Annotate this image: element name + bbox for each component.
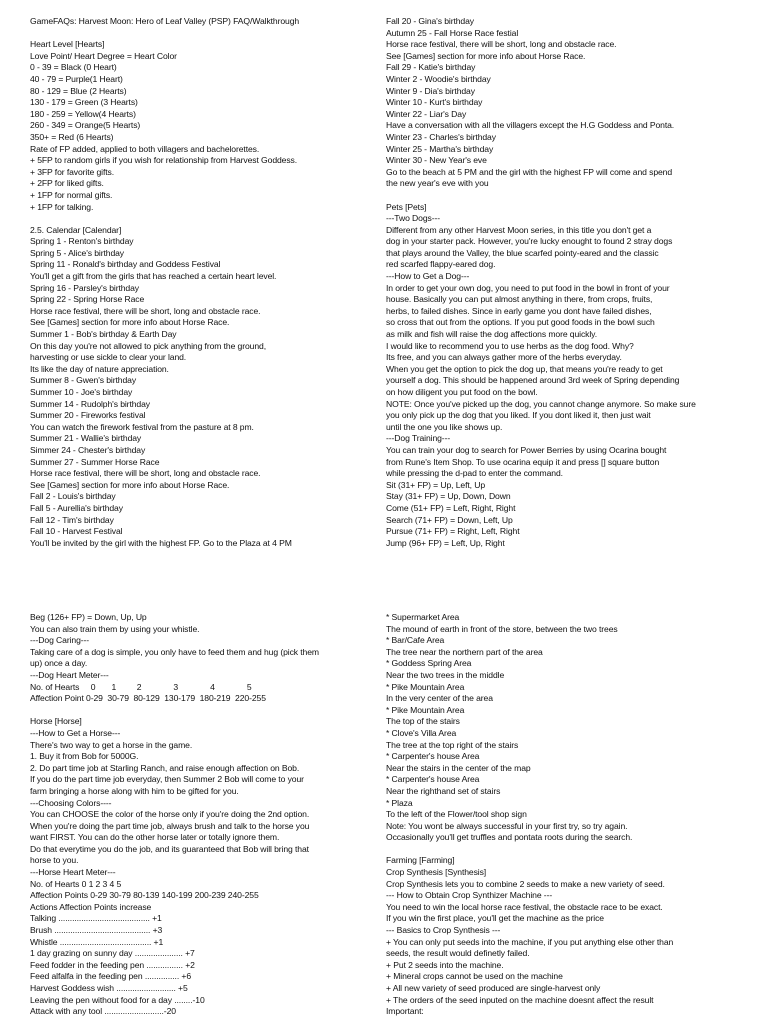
text-line: so cross that out from the options. If you put good foods in the bowl such (386, 317, 655, 328)
text-line: that plays around the Valley, the blue scarfed pointy-eared and the classic (386, 247, 659, 258)
text-line: from Rune's Item Shop. To use ocarina equip it and press [] square button (386, 456, 660, 467)
text-line: Affection Points 0-29 30-79 80-139 140-199 200-239 240-255 (30, 890, 259, 901)
text-line: * Clove's Villa Area (386, 727, 457, 738)
text-line: In order to get your own dog, you need to put food in the bowl in front of your (386, 282, 670, 293)
text-line: * Carpenter's house Area (386, 774, 480, 785)
text-line: GameFAQs: Harvest Moon: Hero of Leaf Valley (PSP) FAQ/Walkthrough (30, 16, 300, 26)
text-line: + Put 2 seeds into the machine. (386, 959, 504, 970)
page-2-left-column (30, 612, 400, 1018)
text-line: * Supermarket Area (386, 612, 460, 622)
text-line: ---Choosing Colors---- (30, 797, 112, 808)
text-line: + 1FP for talking. (30, 201, 94, 212)
text-line: When you get the option to pick the dog up, that means you're ready to get (386, 363, 663, 374)
text-line: * Pike Mountain Area (386, 681, 465, 692)
text-line: Spring 5 - Alice's birthday (30, 247, 124, 258)
text-line: ---Dog Caring--- (30, 635, 90, 646)
text-line: --- How to Obtain Crop Synthizer Machine --- (386, 890, 553, 901)
text-line: Winter 25 - Martha's birthday (386, 143, 494, 154)
text-line: Crop Synthesis [Synthesis] (386, 867, 487, 878)
text-line: Actions Affection Points increase (30, 901, 152, 912)
blank-line (386, 844, 756, 856)
text-line: Winter 2 - Woodie's birthday (386, 73, 491, 84)
text-line: Whistle ........................................ +1 (30, 936, 164, 947)
text-line: want FIRST. You can do the other horse later or totally ignore them. (30, 832, 280, 843)
text-line: Beg (126+ FP) = Down, Up, Up (30, 612, 147, 622)
text-line: You can CHOOSE the color of the horse only if you're doing the 2nd option. (30, 809, 310, 820)
text-line: Farming [Farming] (386, 855, 455, 866)
text-line: Harvest Goddess wish .......................... +5 (30, 983, 188, 993)
text-line: 40 - 79 = Purple(1 Heart) (30, 73, 123, 84)
text-line: Leaving the pen without food for a day ........-10 (30, 994, 205, 1005)
text-line: + Mineral crops cannot be used on the machine (386, 971, 563, 982)
text-line: 1 day grazing on sunny day ..................... +7 (30, 948, 195, 959)
text-line: dog in your starter pack. However, you're lucky enought to found 2 stray dogs (386, 236, 673, 247)
text-line: yourself a dog. This should be happened around 3rd week of Spring depending (386, 375, 680, 386)
text-line: Go to the beach at 5 PM and the girl with the highest FP will come and spend (386, 166, 673, 177)
text-line: ---Dog Training--- (386, 433, 451, 444)
text-line: until the one you like shows up. (386, 421, 503, 432)
text-line: while pressing the d-pad to enter the command. (386, 468, 563, 479)
text-line: Summer 8 - Gwen's birthday (30, 375, 137, 386)
text-line: Simmer 24 - Chester's birthday (30, 444, 146, 455)
text-line: Rate of FP added, applied to both villagers and bachelorettes. (30, 143, 260, 154)
text-line: Affection Point 0-29 30-79 80-129 130-179 180-219 220-255 (30, 693, 266, 704)
document-page-2 (0, 512, 768, 1024)
text-line: herbs, to failed dishes. Since in early game you dont have failed dishes, (386, 305, 652, 316)
text-line: Occasionally you'll get truffles and pontata roots during the search. (386, 832, 633, 843)
text-line: Attack with any tool ..........................-20 (30, 1006, 176, 1017)
text-line: You can train your dog to search for Power Berries by using Ocarina bought (386, 444, 667, 455)
text-line: 80 - 129 = Blue (2 Hearts) (30, 85, 127, 96)
text-line: + 1FP for normal gifts. (30, 189, 113, 200)
text-line: Different from any other Harvest Moon series, in this title you don't get a (386, 224, 652, 235)
text-line: --- Basics to Crop Synthesis --- (386, 925, 501, 936)
text-line: See [Games] section for more info about Horse Race. (30, 317, 230, 328)
text-line: Feed alfalfa in the feeding pen ............... +6 (30, 971, 192, 982)
text-line: 260 - 349 = Orange(5 Hearts) (30, 120, 141, 131)
text-line: Sit (31+ FP) = Up, Left, Up (386, 479, 486, 490)
text-line: Near the righthand set of stairs (386, 785, 501, 796)
text-line: Summer 20 - Fireworks festival (30, 410, 146, 421)
text-line: Horse race festival, there will be short, long and obstacle race. (30, 305, 261, 316)
text-line: ---Two Dogs--- (386, 213, 440, 224)
text-line: Summer 14 - Rudolph's birthday (30, 398, 150, 409)
text-line: If you win the first place, you'll get the machine as the price (386, 913, 604, 924)
text-line: You'll be invited by the girl with the highest FP. Go to the Plaza at 4 PM (30, 537, 292, 548)
text-line: Summer 27 - Summer Horse Race (30, 456, 160, 467)
text-line: Taking care of a dog is simple, you only have to feed them and hug (pick them (30, 646, 319, 657)
text-line: Its free, and you can always gather more of the herbs everyday. (386, 352, 622, 363)
text-line: Pursue (71+ FP) = Right, Left, Right (386, 526, 520, 537)
text-line: No. of Hearts 0 1 2 3 4 5 (30, 681, 252, 692)
text-line: I would like to recommend you to use herbs as the dog food. Why? (386, 340, 634, 351)
text-line: The tree near the northern part of the area (386, 646, 543, 657)
text-line: Summer 21 - Wallie's birthday (30, 433, 142, 444)
text-line: + The orders of the seed inputed on the machine doesnt affect the result (386, 994, 654, 1005)
text-line: There's two way to get a horse in the game. (30, 739, 193, 750)
text-line: The top of the stairs (386, 716, 460, 727)
text-line: you only pick up the dog that you liked. If you dont liked it, then just wait (386, 410, 651, 421)
text-line: * Plaza (386, 797, 413, 808)
text-line: ---Dog Heart Meter--- (30, 669, 109, 680)
text-line: Fall 5 - Aurellia's birthday (30, 502, 123, 513)
text-line: Its like the day of nature appreciation. (30, 363, 169, 374)
text-line: Near the two trees in the middle (386, 669, 505, 680)
text-line: Fall 20 - Gina's birthday (386, 16, 474, 26)
text-line: + 3FP for favorite gifts. (30, 166, 115, 177)
text-line: farm bringing a horse along with him to be gifted for you. (30, 785, 239, 796)
text-line: NOTE: Once you've picked up the dog, you cannot change anymore. So make sure (386, 398, 696, 409)
blank-line (386, 190, 756, 202)
text-line: To the left of the Flower/tool shop sign (386, 809, 527, 820)
text-line: Note: You wont be always successful in your first try, so try again. (386, 820, 628, 831)
text-line: You can also train them by using your whistle. (30, 623, 200, 634)
text-line: * Carpenter's house Area (386, 751, 480, 762)
text-line: The tree at the top right of the stairs (386, 739, 519, 750)
text-line: 350+ = Red (6 Hearts) (30, 131, 114, 142)
blank-line (30, 28, 400, 40)
text-line: * Bar/Cafe Area (386, 635, 445, 646)
text-line: Come (51+ FP) = Left, Right, Right (386, 502, 516, 513)
text-line: Fall 12 - Tim's birthday (30, 514, 114, 525)
text-line: Horse race festival, there will be short, long and obstacle race. (386, 39, 617, 50)
text-line: Winter 9 - Dia's birthday (386, 85, 475, 96)
text-line: up) once a day. (30, 658, 88, 669)
text-line: You'll get a gift from the girls that has reached a certain heart level. (30, 271, 277, 282)
text-line: Love Point/ Heart Degree = Heart Color (30, 50, 177, 61)
text-line: Do that everytime you do the job, and its guaranteed that Bob will bring that (30, 843, 309, 854)
text-line: Jump (96+ FP) = Left, Up, Right (386, 537, 505, 548)
text-line: Near the stairs in the center of the map (386, 762, 531, 773)
text-line: * Pike Mountain Area (386, 704, 465, 715)
text-line: ---Horse Heart Meter--- (30, 867, 116, 878)
text-line: 1. Buy it from Bob for 5000G. (30, 751, 139, 762)
text-line: Stay (31+ FP) = Up, Down, Down (386, 491, 511, 502)
text-line: red scarfed flappy-eared dog. (386, 259, 496, 270)
text-line: Pets [Pets] (386, 201, 427, 212)
text-line: Horse [Horse] (30, 716, 82, 727)
blank-line (30, 705, 400, 717)
text-line: If you do the part time job everyday, then Summer 2 Bob will come to your (30, 774, 304, 785)
text-line: You can watch the firework festival from the pasture at 8 pm. (30, 421, 254, 432)
text-line: Spring 16 - Parsley's birthday (30, 282, 139, 293)
text-line: Winter 22 - Liar's Day (386, 108, 467, 119)
text-line: See [Games] section for more info about Horse Race. (386, 50, 586, 61)
text-line: Brush .......................................... +3 (30, 925, 163, 936)
text-line: Fall 10 - Harvest Festival (30, 526, 123, 537)
text-line: No. of Hearts 0 1 2 3 4 5 (30, 878, 122, 889)
text-line: Fall 2 - Louis's birthday (30, 491, 116, 502)
page-2-right-column (386, 612, 756, 1018)
text-line: Crop Synthesis lets you to combine 2 seeds to make a new variety of seed. (386, 878, 665, 889)
text-line: You need to win the local horse race festival, the obstacle race to be exact. (386, 901, 663, 912)
text-line: Have a conversation with all the villagers except the H.G Goddess and Ponta. (386, 120, 675, 131)
text-line: In the very center of the area (386, 693, 493, 704)
text-line: See [Games] section for more info about Horse Race. (30, 479, 230, 490)
text-line: on how diligent you put food on the bowl. (386, 387, 538, 397)
text-line: 0 - 39 = Black (0 Heart) (30, 62, 117, 73)
text-line: 2.5. Calendar [Calendar] (30, 224, 122, 235)
text-line: Fall 29 - Katie's birthday (386, 62, 476, 73)
page-1-left-column (30, 16, 400, 549)
text-line: Autumn 25 - Fall Horse Race festial (386, 27, 519, 38)
text-line: On this day you're not allowed to pick anything from the ground, (30, 340, 267, 351)
text-line: Summer 10 - Joe's birthday (30, 387, 133, 397)
text-line: + You can only put seeds into the machine, if you put anything else other than (386, 936, 674, 947)
text-line: Horse race festival, there will be short, long and obstacle race. (30, 468, 261, 479)
text-line: Feed fodder in the feeding pen ................ +2 (30, 959, 195, 970)
text-line: Important: (386, 1006, 424, 1017)
text-line: seeds, the result would definetly failed. (386, 948, 530, 959)
text-line: ---How to Get a Dog--- (386, 271, 470, 282)
text-line: 2. Do part time job at Starling Ranch, and raise enough affection on Bob. (30, 762, 300, 773)
text-line: Search (71+ FP) = Down, Left, Up (386, 514, 513, 525)
page-1-right-column (386, 16, 756, 549)
text-line: 180 - 259 = Yellow(4 Hearts) (30, 108, 136, 119)
text-line: + All new variety of seed produced are single-harvest only (386, 983, 601, 993)
text-line: ---How to Get a Horse--- (30, 727, 121, 738)
text-line: Winter 30 - New Year's eve (386, 155, 487, 166)
blank-line (30, 213, 400, 225)
text-line: + 5FP to random girls if you wish for relationship from Harvest Goddess. (30, 155, 298, 166)
text-line: house. Basically you can put almost anything in there, from crops, fruits, (386, 294, 653, 305)
text-line: When you're doing the part time job, always brush and talk to the horse you (30, 820, 310, 831)
text-line: Talking ........................................ +1 (30, 913, 162, 924)
text-line: Winter 10 - Kurt's birthday (386, 97, 483, 108)
text-line: Winter 23 - Charles's birthday (386, 131, 496, 142)
text-line: 130 - 179 = Green (3 Hearts) (30, 97, 138, 108)
text-line: horse to you. (30, 855, 79, 866)
text-line: Spring 11 - Ronald's birthday and Goddess Festival (30, 259, 221, 270)
text-line: The mound of earth in front of the store, between the two trees (386, 623, 618, 634)
text-line: the new year's eve with you (386, 178, 489, 189)
text-line: harvesting or use sickle to clear your land. (30, 352, 187, 363)
text-line: as milk and fish will raise the dog affections more quickly. (386, 329, 598, 340)
text-line: Heart Level [Hearts] (30, 39, 105, 50)
text-line: Summer 1 - Bob's birthday & Earth Day (30, 329, 177, 340)
text-line: + 2FP for liked gifts. (30, 178, 104, 189)
text-line: Spring 1 - Renton's birthday (30, 236, 134, 247)
text-line: * Goddess Spring Area (386, 658, 472, 669)
text-line: Spring 22 - Spring Horse Race (30, 294, 145, 305)
